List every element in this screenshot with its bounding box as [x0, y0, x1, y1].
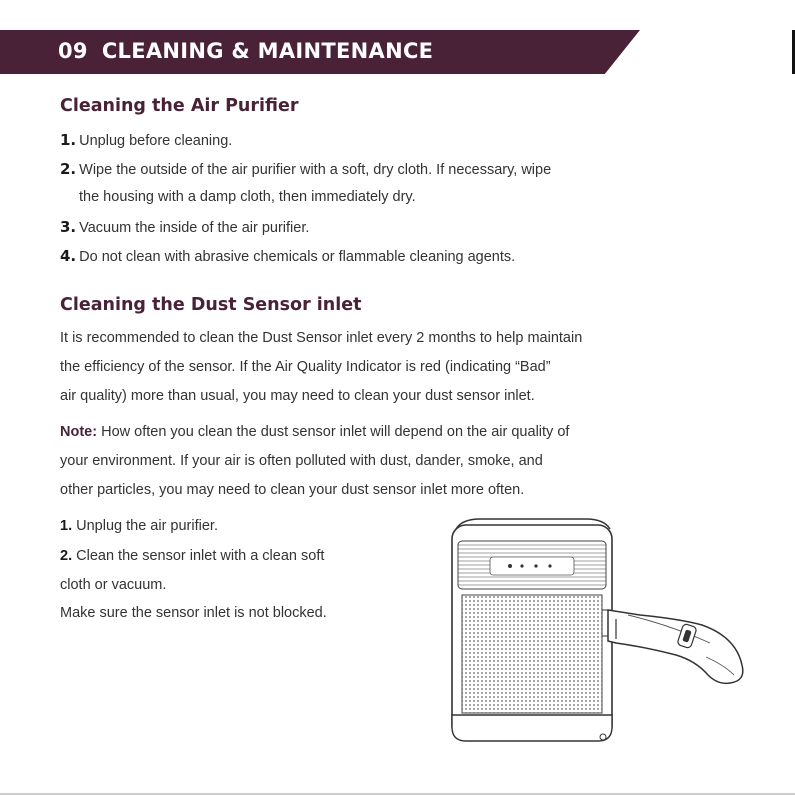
note-line: other particles, you may need to clean your dust sensor inlet more often. [60, 482, 525, 498]
step-2-continued: the housing with a damp cloth, then immediately dry. [79, 189, 416, 205]
paragraph-line: the efficiency of the sensor. If the Air Quality Indicator is red (indicating “Bad” [60, 359, 551, 375]
note-line: your environment. If your air is often polluted with dust, dander, smoke, and [60, 453, 543, 469]
section-title [58, 39, 433, 63]
step-2 [60, 160, 551, 178]
step-1 [60, 131, 232, 149]
sensor-step-2 [60, 548, 324, 564]
sensor-note: Make sure the sensor inlet is not blocked. [60, 605, 327, 621]
handheld-vacuum-icon [608, 610, 743, 683]
step-number: 2. [60, 548, 73, 564]
step-text: Unplug before cleaning. [79, 133, 233, 149]
step-number: 3. [60, 218, 77, 236]
section-title-text: CLEANING & MAINTENANCE [101, 39, 434, 63]
heading-cleaning-air-purifier: Cleaning the Air Purifier [60, 96, 299, 116]
sensor-step-1 [60, 518, 218, 534]
step-number: 2. [60, 160, 77, 178]
heading-cleaning-dust-sensor: Cleaning the Dust Sensor inlet [60, 295, 362, 315]
sensor-step-2-continued: cloth or vacuum. [60, 577, 167, 593]
step-text: Do not clean with abrasive chemicals or flammable cleaning agents. [79, 249, 516, 265]
step-number: 4. [60, 247, 77, 265]
step-text: Wipe the outside of the air purifier with a soft, dry cloth. If necessary, wipe [79, 162, 552, 178]
section-number: 09 [58, 39, 88, 63]
step-number: 1. [60, 131, 77, 149]
paragraph-line: air quality) more than usual, you may need to clean your dust sensor inlet. [60, 388, 535, 404]
note-line [60, 424, 569, 440]
air-purifier-icon [452, 519, 612, 741]
step-3 [60, 218, 309, 236]
note-label: Note: [60, 424, 98, 440]
step-text: Vacuum the inside of the air purifier. [79, 220, 310, 236]
paragraph-line: It is recommended to clean the Dust Sensor inlet every 2 months to help maintain [60, 330, 583, 346]
step-text: Clean the sensor inlet with a clean soft [76, 548, 325, 564]
air-purifier-vacuum-illustration [440, 515, 750, 745]
step-number: 1. [60, 518, 73, 534]
step-text: Unplug the air purifier. [76, 518, 218, 534]
note-text: How often you clean the dust sensor inlet will depend on the air quality of [101, 424, 570, 440]
step-4 [60, 247, 515, 265]
